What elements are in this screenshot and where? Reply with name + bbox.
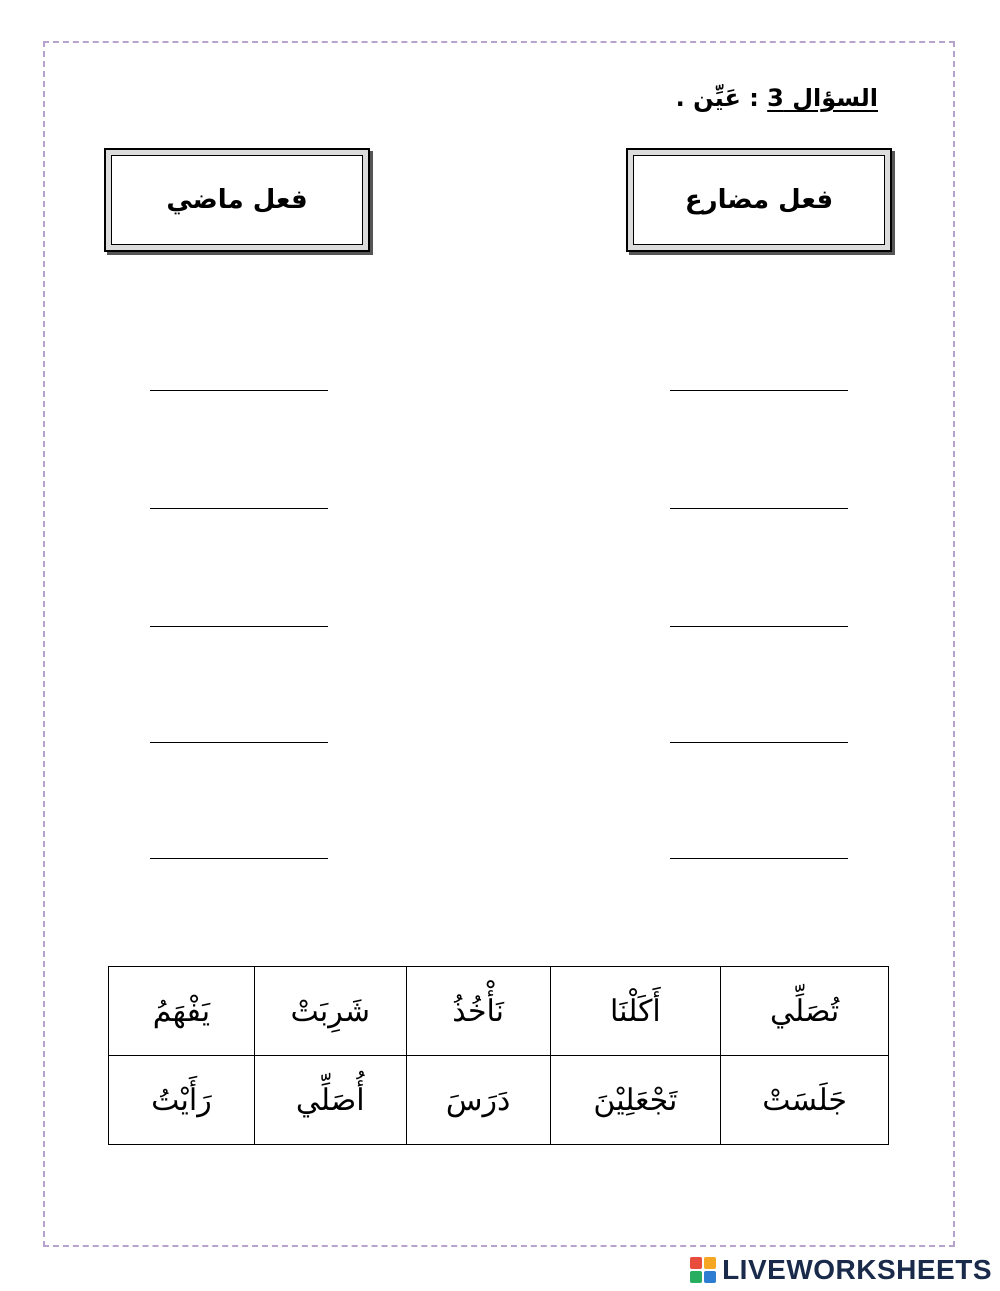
word-cell[interactable]: جَلَسَتْ: [721, 1056, 889, 1145]
mudari-answer-line-5[interactable]: [670, 858, 848, 859]
word-cell[interactable]: شَرِبَتْ: [254, 967, 406, 1056]
word-cell[interactable]: نَأْخُذُ: [406, 967, 550, 1056]
header-madi-label: فعل ماضي: [111, 155, 363, 245]
word-cell[interactable]: أَكَلْنَا: [550, 967, 721, 1056]
liveworksheets-logo-icon: [690, 1257, 716, 1283]
word-cell[interactable]: تَجْعَلِيْنَ: [550, 1056, 721, 1145]
logo-square-orange: [704, 1257, 716, 1269]
header-mudari-label: فعل مضارع: [633, 155, 885, 245]
logo-square-blue: [704, 1271, 716, 1283]
table-row: [109, 967, 889, 1056]
word-cell[interactable]: دَرَسَ: [406, 1056, 550, 1145]
question-title: [676, 84, 878, 112]
question-instruction: : عَيِّن .: [675, 84, 759, 112]
word-cell[interactable]: تُصَلِّي: [721, 967, 889, 1056]
mudari-answer-line-1[interactable]: [670, 390, 848, 391]
madi-answer-line-1[interactable]: [150, 390, 328, 391]
mudari-answer-line-4[interactable]: [670, 742, 848, 743]
header-box-madi: [104, 148, 370, 252]
madi-answer-line-3[interactable]: [150, 626, 328, 627]
mudari-answer-line-3[interactable]: [670, 626, 848, 627]
brand-name: LIVEWORKSHEETS: [722, 1254, 992, 1285]
madi-answer-line-5[interactable]: [150, 858, 328, 859]
table-row: [109, 1056, 889, 1145]
mudari-answer-line-2[interactable]: [670, 508, 848, 509]
header-box-mudari: [626, 148, 892, 252]
logo-square-green: [690, 1271, 702, 1283]
madi-answer-line-2[interactable]: [150, 508, 328, 509]
liveworksheets-brand: [690, 1252, 992, 1288]
madi-answer-line-4[interactable]: [150, 742, 328, 743]
question-label: السؤال 3: [767, 84, 878, 112]
word-cell[interactable]: رَأَيْتُ: [109, 1056, 255, 1145]
word-cell[interactable]: أُصَلِّي: [254, 1056, 406, 1145]
logo-square-red: [690, 1257, 702, 1269]
word-cell[interactable]: يَفْهَمُ: [109, 967, 255, 1056]
word-bank-table: [108, 966, 889, 1145]
